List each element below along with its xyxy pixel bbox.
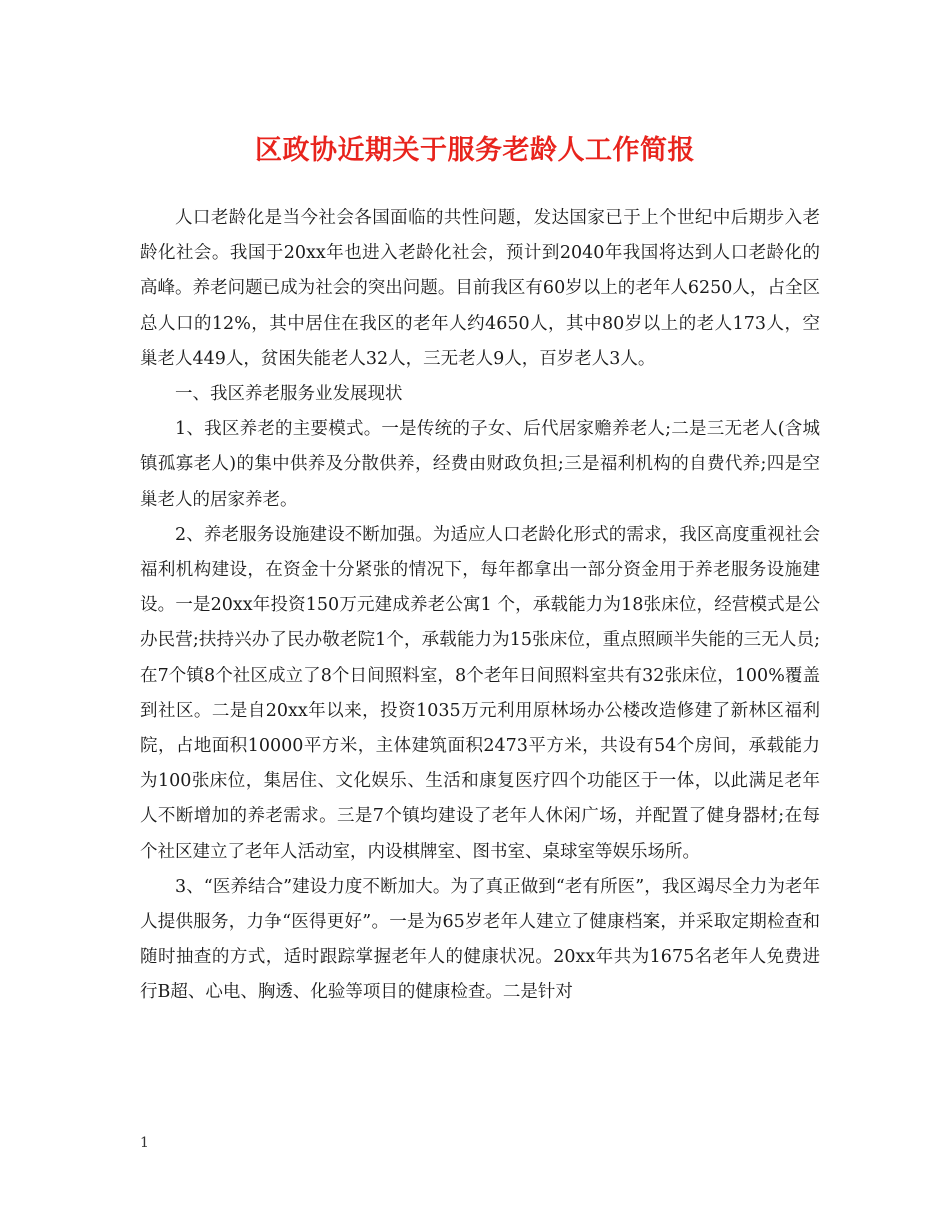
paragraph-item-2: 2、养老服务设施建设不断加强。为适应人口老龄化形式的需求，我区高度重视社会福利机构建设，在资金十分紧张的情况下，每年都拿出一部分资金用于养老服务设施建设。一是20xx年投资150万元建成养老公寓1 个，承载能力为18张床位，经营模式是公办民营;扶持兴办了民办敬老院1个，承载能力为15张床位，重点照顾半失能的三无人员;在7个镇8个社区成立了8个日间照料室，8个老年日间照料室共有32张床位，100%覆盖到社区。二是自20xx年以来，投资1035万元利用原林场办公楼改造修建了新林区福利院，占地面积10000平方米，主体建筑面积2473平方米，共设有54个房间，承载能力为100张床位，集居住、文化娱乐、生活和康复医疗四个功能区于一体，以此满足老年人不断增加的养老需求。三是7个镇均建设了老年人休闲广场，并配置了健身器材;在每个社区建立了老年人活动室，内设棋牌室、图书室、桌球室等娱乐场所。 bbox=[140, 524, 820, 862]
section-heading-1: 一、我区养老服务业发展现状 bbox=[175, 384, 403, 405]
paragraph-item-3: 3、“医养结合”建设力度不断加大。为了真正做到“老有所医”，我区竭尽全力为老年人提供服务，力争“医得更好”。一是为65岁老年人建立了健康档案，并采取定期检查和随时抽查的方式，适时跟踪掌握老年人的健康状况。20xx年共为1675名老年人免费进行B超、心电、胸透、化验等项目的健康检查。二是针对 bbox=[140, 876, 820, 1003]
paragraph-item-1: 1、我区养老的主要模式。一是传统的子女、后代居家赡养老人;二是三无老人(含城镇孤寡老人)的集中供养及分散供养，经费由财政负担;三是福利机构的自费代养;四是空巢老人的居家养老。 bbox=[140, 419, 820, 510]
paragraph-intro: 人口老龄化是当今社会各国面临的共性问题，发达国家已于上个世纪中后期步入老龄化社会。我国于20xx年也进入老龄化社会，预计到2040年我国将达到人口老龄化的高峰。养老问题已成为社会的突出问题。目前我区有60岁以上的老年人6250人，占全区总人口的12%，其中居住在我区的老年人约4650人，其中80岁以上的老人173人，空巢老人449人，贫困失能老人32人，三无老人9人，百岁老人3人。 bbox=[140, 208, 820, 369]
document-title: 区政协近期关于服务老龄人工作简报 bbox=[255, 135, 695, 166]
page-number: 1 bbox=[140, 1135, 149, 1151]
document-body bbox=[140, 201, 820, 1011]
